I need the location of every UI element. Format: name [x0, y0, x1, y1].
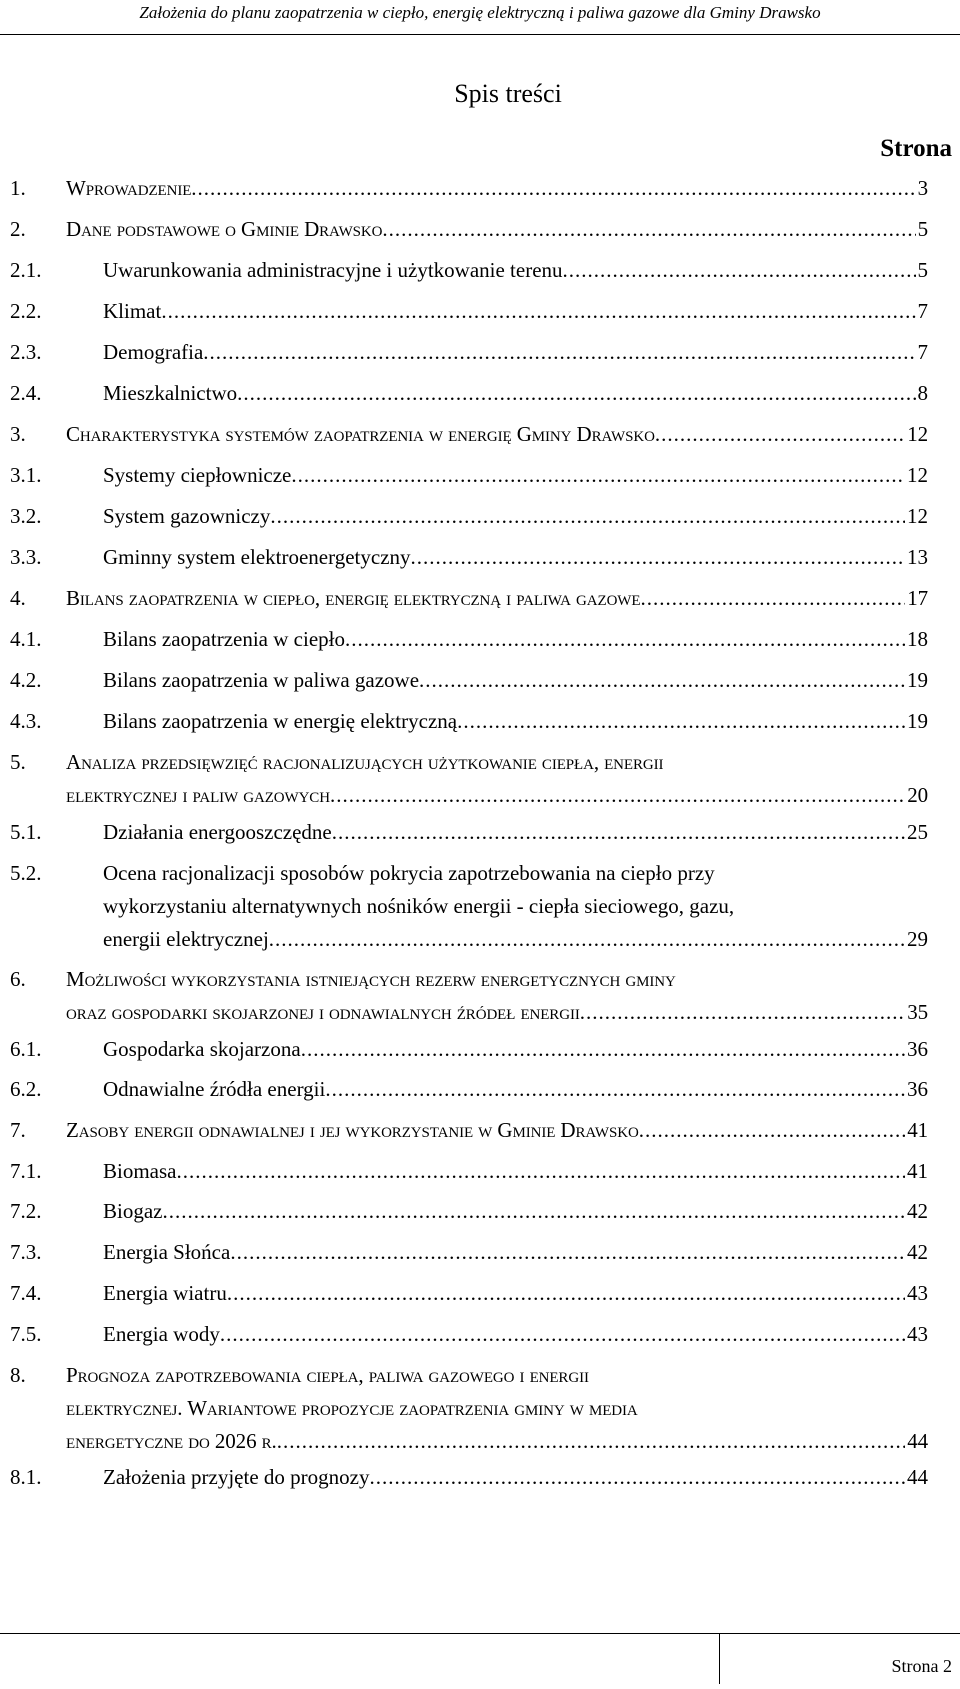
dot-leader — [639, 1114, 905, 1147]
toc-entry-number: 8. — [10, 1363, 26, 1387]
toc-entry[interactable] — [10, 746, 928, 812]
toc-entry-page-number: 41 — [907, 1118, 928, 1142]
toc-entry-number: 7.4. — [10, 1281, 42, 1305]
toc-entry[interactable] — [10, 459, 928, 492]
toc-entry-title-line: Analiza przedsięwzięć racjonalizujących użytkowanie ciepła, energii — [66, 750, 664, 774]
dot-leader — [640, 582, 905, 615]
toc-entry-last-line — [66, 1425, 928, 1458]
toc-entry-last-line — [103, 1155, 928, 1188]
toc-entry-number: 7.2. — [10, 1199, 42, 1223]
toc-entry-page-number: 43 — [907, 1322, 928, 1346]
dot-leader — [325, 1073, 905, 1106]
dot-leader — [419, 664, 905, 697]
dot-leader — [345, 623, 905, 656]
toc-entry[interactable] — [10, 1359, 928, 1458]
toc-entry-last-line — [103, 459, 928, 492]
toc-entry-body — [103, 377, 928, 410]
dot-leader — [203, 336, 915, 369]
dot-leader — [655, 418, 905, 451]
toc-entry-body — [103, 1277, 928, 1310]
toc-entry-number: 2.4. — [10, 381, 42, 405]
dot-leader — [563, 254, 916, 287]
toc-entry-number: 4. — [10, 586, 26, 610]
toc-entry-body — [103, 254, 928, 287]
toc-entry-last-line — [103, 923, 928, 956]
toc-entry[interactable] — [10, 1033, 928, 1066]
toc-entry-title: Mieszkalnictwo — [103, 381, 238, 405]
toc-entry[interactable] — [10, 254, 928, 287]
toc-entry-title: Bilans zaopatrzenia w paliwa gazowe — [103, 668, 420, 692]
toc-entry-page-number: 36 — [907, 1037, 928, 1061]
toc-entry-title: elektrycznej i paliw gazowych — [66, 783, 330, 807]
toc-entry-title: Wprowadzenie — [66, 176, 192, 200]
toc-entry-number: 1. — [10, 176, 26, 200]
toc-entry-page-number: 19 — [907, 668, 928, 692]
toc-entry-body — [103, 1461, 928, 1494]
dot-leader — [369, 1461, 905, 1494]
toc-entry-title-line: Prognoza zapotrzebowania ciepła, paliwa gazowego i energii — [66, 1363, 589, 1387]
toc-entry-last-line — [66, 213, 928, 246]
toc-entry-body — [103, 1318, 928, 1351]
toc-entry-number: 7.3. — [10, 1240, 42, 1264]
toc-entry-title: Gospodarka skojarzona — [103, 1037, 301, 1061]
toc-entry-page-number: 7 — [917, 299, 928, 323]
toc-entry-last-line — [103, 1318, 928, 1351]
toc-entry-body — [103, 1195, 928, 1228]
toc-entry-number: 6.1. — [10, 1037, 42, 1061]
toc-entry-page-number: 19 — [907, 709, 928, 733]
toc-entry-body — [103, 664, 928, 697]
dot-leader — [332, 816, 905, 849]
toc-entry-page-number: 43 — [907, 1281, 928, 1305]
toc-entry-title: Energia wody — [103, 1322, 220, 1346]
toc-entry-title: Bilans zaopatrzenia w ciepło, energię elektryczną i paliwa gazowe — [66, 586, 641, 610]
toc-entry-number: 6. — [10, 967, 26, 991]
toc-entry-last-line — [103, 664, 928, 697]
toc-entry-body — [103, 1073, 928, 1106]
toc-entry-number: 7.1. — [10, 1159, 42, 1183]
toc-entry-last-line — [103, 816, 928, 849]
footer-page-number: Strona 2 — [891, 1656, 952, 1676]
toc-entry-page-number: 12 — [907, 463, 928, 487]
toc-entry-number: 4.1. — [10, 627, 42, 651]
toc-entry-last-line — [103, 295, 928, 328]
toc-entry-body — [103, 816, 928, 849]
toc-entry-number: 7. — [10, 1118, 26, 1142]
toc-entry-last-line — [103, 377, 928, 410]
page-column-label: Strona — [880, 135, 952, 162]
toc-entry-title: System gazowniczy — [103, 504, 271, 528]
toc-entry[interactable] — [10, 541, 928, 574]
toc-entry-number: 5.1. — [10, 820, 42, 844]
toc-entry-title: Dane podstawowe o Gminie Drawsko — [66, 217, 383, 241]
toc-entry[interactable] — [10, 582, 928, 615]
page-title: Spis treści — [454, 79, 562, 108]
toc-entry-last-line — [103, 1195, 928, 1228]
toc-entry-number: 5. — [10, 750, 26, 774]
toc-entry-last-line — [103, 1461, 928, 1494]
toc-entry-title: Energia Słońca — [103, 1240, 231, 1264]
toc-entry-page-number: 29 — [907, 927, 928, 951]
toc-entry-number: 2.2. — [10, 299, 42, 323]
toc-entry-title: Bilans zaopatrzenia w energię elektryczną — [103, 709, 458, 733]
toc-entry-last-line — [103, 336, 928, 369]
toc-entry-title: Demografia — [103, 340, 204, 364]
toc-entry-page-number: 17 — [907, 586, 928, 610]
toc-entry-title: Działania energooszczędne — [103, 820, 332, 844]
toc-entry-title: Energia wiatru — [103, 1281, 227, 1305]
toc-entry-last-line — [66, 779, 928, 812]
toc-entry[interactable] — [10, 1073, 928, 1106]
toc-entry[interactable] — [10, 336, 928, 369]
toc-entry[interactable] — [10, 816, 928, 849]
toc-entry-last-line — [66, 996, 928, 1029]
dot-leader — [220, 1318, 905, 1351]
toc-entry-title: Charakterystyka systemów zaopatrzenia w energię Gminy Drawsko — [66, 422, 655, 446]
toc-entry-number: 8.1. — [10, 1465, 42, 1489]
toc-entry-page-number: 41 — [907, 1159, 928, 1183]
toc-entry-body — [103, 857, 928, 956]
dot-leader — [277, 1425, 906, 1458]
dot-leader — [230, 1236, 905, 1269]
toc-entry-body — [103, 1033, 928, 1066]
toc-entry[interactable] — [10, 1195, 928, 1228]
toc-entry-body — [103, 500, 928, 533]
toc-entry-number: 2.3. — [10, 340, 42, 364]
toc-entry-number: 7.5. — [10, 1322, 42, 1346]
toc-entry-title: Odnawialne źródła energii — [103, 1077, 326, 1101]
toc-entry-last-line — [103, 254, 928, 287]
toc-entry-title: energetyczne do 2026 r. — [66, 1429, 277, 1453]
toc-entry-title: Uwarunkowania administracyjne i użytkowanie terenu — [103, 258, 563, 282]
toc-entry-number: 4.2. — [10, 668, 42, 692]
toc-entry-body — [103, 623, 928, 656]
toc-entry-body — [66, 582, 928, 615]
dot-leader — [177, 1155, 906, 1188]
toc-entry-last-line — [66, 582, 928, 615]
toc-entry-body — [103, 705, 928, 738]
toc-entry-title: Zasoby energii odnawialnej i jej wykorzystanie w Gminie Drawsko — [66, 1118, 639, 1142]
toc-entry[interactable] — [10, 1461, 928, 1494]
dot-leader — [580, 996, 905, 1029]
toc-entry-last-line — [103, 1073, 928, 1106]
toc-entry-last-line — [66, 418, 928, 451]
toc-entry-body — [103, 459, 928, 492]
toc-entry-title-line: Ocena racjonalizacji sposobów pokrycia zapotrzebowania na ciepło przy — [103, 861, 715, 885]
toc-entry-title-line: Możliwości wykorzystania istniejących rezerw energetycznych gminy — [66, 967, 676, 991]
dot-leader — [330, 779, 905, 812]
toc-entry-number: 4.3. — [10, 709, 42, 733]
toc-entry-page-number: 44 — [907, 1429, 928, 1453]
dot-leader — [162, 1195, 905, 1228]
toc-entry-number: 3.3. — [10, 545, 42, 569]
toc-entry-last-line — [103, 705, 928, 738]
toc-entry-title: Założenia przyjęte do prognozy — [103, 1465, 370, 1489]
toc-entry[interactable] — [10, 213, 928, 246]
toc-entry-last-line — [103, 541, 928, 574]
toc-entry[interactable] — [10, 418, 928, 451]
toc-entry-title: Systemy ciepłownicze — [103, 463, 292, 487]
toc-entry-number: 2.1. — [10, 258, 42, 282]
toc-entry-body — [66, 172, 928, 205]
running-header-text: Założenia do planu zaopatrzenia w ciepło, energię elektryczną i paliwa gazowe dla Gminy Drawsko — [139, 3, 821, 22]
toc-entry-body — [103, 295, 928, 328]
toc-entry[interactable] — [10, 1318, 928, 1351]
toc-entry-body — [103, 1155, 928, 1188]
toc-entry-last-line — [103, 1236, 928, 1269]
toc-entry-last-line — [103, 623, 928, 656]
dot-leader — [301, 1033, 905, 1066]
toc-entry-page-number: 44 — [907, 1465, 928, 1489]
toc-entry[interactable] — [10, 1277, 928, 1310]
toc-entry-number: 3. — [10, 422, 26, 446]
dot-leader — [411, 541, 905, 574]
toc-entry[interactable] — [10, 172, 928, 205]
toc-entry-page-number: 42 — [907, 1199, 928, 1223]
dot-leader — [291, 459, 905, 492]
toc-entry-page-number: 36 — [907, 1077, 928, 1101]
toc-entry[interactable] — [10, 377, 928, 410]
toc-entry-number: 3.1. — [10, 463, 42, 487]
toc-entry-page-number: 18 — [907, 627, 928, 651]
toc-entry[interactable] — [10, 500, 928, 533]
toc-entry[interactable] — [10, 295, 928, 328]
toc-entry-page-number: 42 — [907, 1240, 928, 1264]
toc-entry-page-number: 12 — [907, 422, 928, 446]
toc-entry-body — [66, 418, 928, 451]
toc-entry-last-line — [103, 500, 928, 533]
toc-entry-last-line — [66, 172, 928, 205]
toc-entry-title-line: wykorzystaniu alternatywnych nośników energii - ciepła sieciowego, gazu, — [103, 894, 735, 918]
toc-entry-number: 6.2. — [10, 1077, 42, 1101]
toc-entry-title: Bilans zaopatrzenia w ciepło — [103, 627, 345, 651]
toc-entry-page-number: 20 — [907, 783, 928, 807]
toc-entry[interactable] — [10, 1155, 928, 1188]
toc-entry-title: Gminny system elektroenergetyczny — [103, 545, 411, 569]
toc-entry-body — [103, 336, 928, 369]
dot-leader — [191, 172, 915, 205]
toc-entry-page-number: 8 — [917, 381, 928, 405]
toc-entry[interactable] — [10, 857, 928, 956]
toc-entry-body — [66, 746, 928, 812]
toc-entry-page-number: 5 — [917, 258, 928, 282]
toc-entry-title: Biomasa — [103, 1159, 177, 1183]
toc-entry-page-number: 7 — [917, 340, 928, 364]
toc-entry[interactable] — [10, 1114, 928, 1147]
dot-leader — [457, 705, 905, 738]
toc-entry-title-line: elektrycznej. Wariantowe propozycje zaopatrzenia gminy w media — [66, 1396, 638, 1420]
toc-entry-page-number: 3 — [917, 176, 928, 200]
toc-entry-last-line — [103, 1033, 928, 1066]
toc-entry-last-line — [103, 1277, 928, 1310]
toc-entry[interactable] — [10, 963, 928, 1029]
toc-entry-title: oraz gospodarki skojarzonej i odnawialnych źródeł energii — [66, 1000, 580, 1024]
toc-entry[interactable] — [10, 664, 928, 697]
toc-entry-body — [66, 963, 928, 1029]
dot-leader — [269, 923, 905, 956]
toc-entry-number: 3.2. — [10, 504, 42, 528]
dot-leader — [382, 213, 915, 246]
toc-entry-page-number: 35 — [907, 1000, 928, 1024]
toc-entry[interactable] — [10, 1236, 928, 1269]
toc-entry-page-number: 13 — [907, 545, 928, 569]
toc-entry-last-line — [66, 1114, 928, 1147]
toc-entry-title: energii elektrycznej — [103, 927, 269, 951]
toc-entry-body — [103, 541, 928, 574]
toc-entry-page-number: 5 — [917, 217, 928, 241]
toc-entry-body — [103, 1236, 928, 1269]
toc-entry-page-number: 25 — [907, 820, 928, 844]
toc-entry[interactable] — [10, 623, 928, 656]
dot-leader — [227, 1277, 905, 1310]
dot-leader — [237, 377, 915, 410]
dot-leader — [161, 295, 915, 328]
dot-leader — [270, 500, 905, 533]
toc-entry-body — [66, 1359, 928, 1458]
toc-entry-number: 5.2. — [10, 861, 42, 885]
toc-entry-number: 2. — [10, 217, 26, 241]
toc-entry-page-number: 12 — [907, 504, 928, 528]
toc-entry-title: Biogaz — [103, 1199, 163, 1223]
toc-entry[interactable] — [10, 705, 928, 738]
toc-entry-body — [66, 1114, 928, 1147]
toc-entry-title: Klimat — [103, 299, 162, 323]
toc-entry-body — [66, 213, 928, 246]
